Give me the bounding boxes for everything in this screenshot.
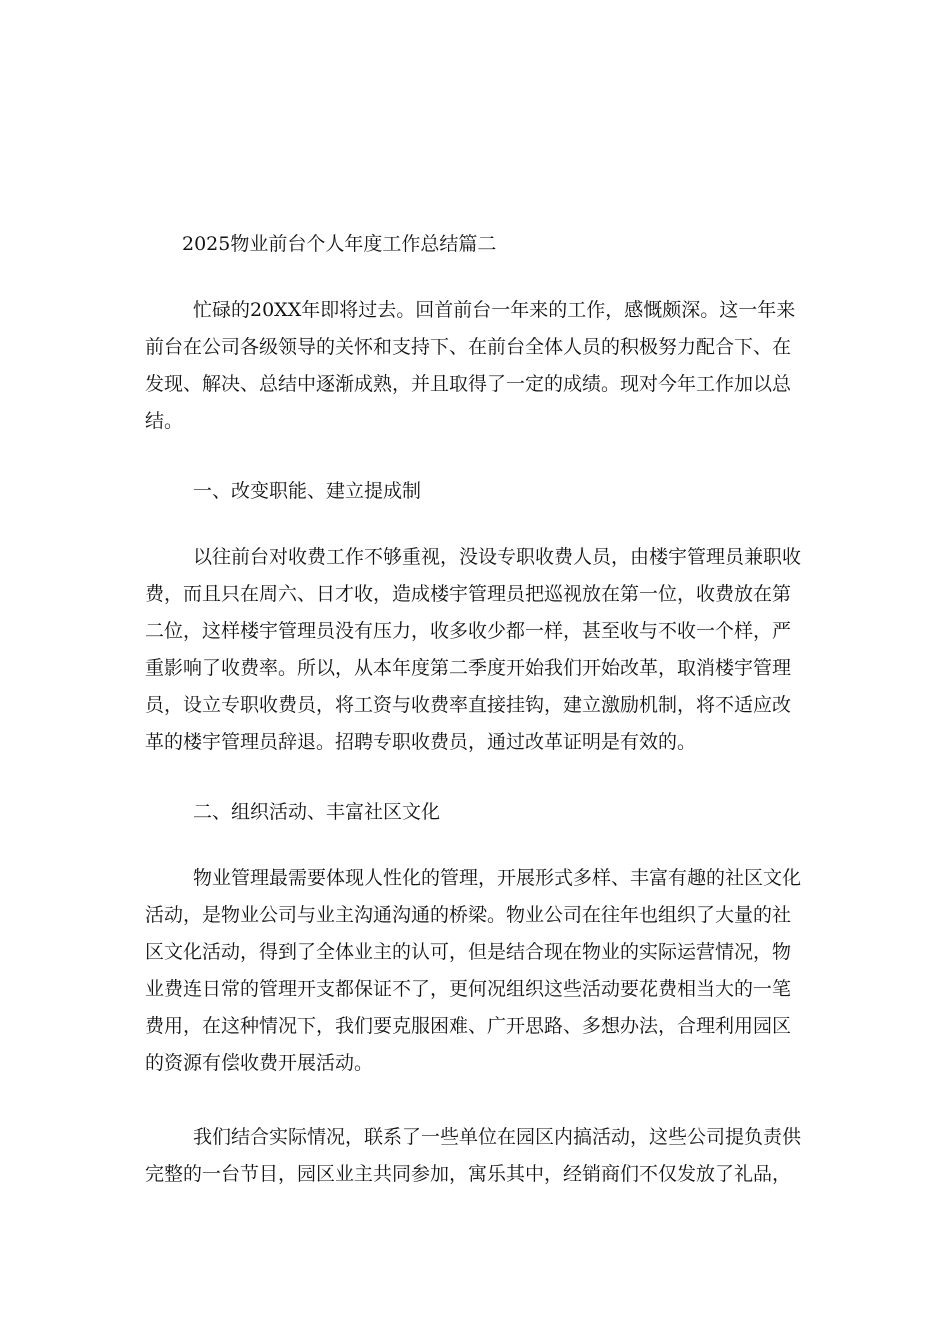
document-title: 2025物业前台个人年度工作总结篇二 <box>182 233 497 255</box>
paragraph-line: 费用，在这种情况下，我们要克服困难、广开思路、多想办法，合理利用园区 <box>145 1015 792 1037</box>
paragraph-line: 结。 <box>145 410 184 432</box>
section1-paragraph <box>145 539 811 761</box>
paragraph-line: 员，设立专职收费员，将工资与收费率直接挂钩，建立激励机制，将不适应改 <box>145 694 792 716</box>
section3-paragraph <box>145 1119 811 1193</box>
section2-paragraph <box>145 860 811 1082</box>
intro-paragraph <box>145 292 811 440</box>
paragraph-line: 的资源有偿收费开展活动。 <box>145 1052 374 1074</box>
paragraph-line: 以往前台对收费工作不够重视，没设专职收费人员，由楼宇管理员兼职收 <box>193 546 802 568</box>
paragraph-line: 前台在公司各级领导的关怀和支持下、在前台全体人员的积极努力配合下、在 <box>145 336 792 358</box>
paragraph-line: 物业管理最需要体现人性化的管理，开展形式多样、丰富有趣的社区文化 <box>193 867 802 889</box>
paragraph-line: 我们结合实际情况，联系了一些单位在园区内搞活动，这些公司提负责供 <box>193 1126 802 1148</box>
paragraph-line: 发现、解决、总结中逐渐成熟，并且取得了一定的成绩。现对今年工作加以总 <box>145 373 792 395</box>
paragraph-line: 忙碌的20XX年即将过去。回首前台一年来的工作，感慨颇深。这一年来 <box>193 299 796 321</box>
section-heading-1: 一、改变职能、建立提成制 <box>193 480 422 502</box>
paragraph-line: 二位，这样楼宇管理员没有压力，收多收少都一样，甚至收与不收一个样，严 <box>145 620 792 642</box>
paragraph-line: 业费连日常的管理开支都保证不了，更何况组织这些活动要花费相当大的一笔 <box>145 978 792 1000</box>
paragraph-line: 完整的一台节目，园区业主共同参加，寓乐其中，经销商们不仅发放了礼品， <box>145 1163 792 1185</box>
section-heading-2: 二、组织活动、丰富社区文化 <box>193 801 441 823</box>
paragraph-line: 重影响了收费率。所以，从本年度第二季度开始我们开始改革，取消楼宇管理 <box>145 657 792 679</box>
paragraph-line: 区文化活动，得到了全体业主的认可，但是结合现在物业的实际运营情况，物 <box>145 941 792 963</box>
paragraph-line: 费，而且只在周六、日才收，造成楼宇管理员把巡视放在第一位，收费放在第 <box>145 583 792 605</box>
paragraph-line: 革的楼宇管理员辞退。招聘专职收费员，通过改革证明是有效的。 <box>145 731 697 753</box>
paragraph-line: 活动，是物业公司与业主沟通沟通的桥梁。物业公司在往年也组织了大量的社 <box>145 904 792 926</box>
